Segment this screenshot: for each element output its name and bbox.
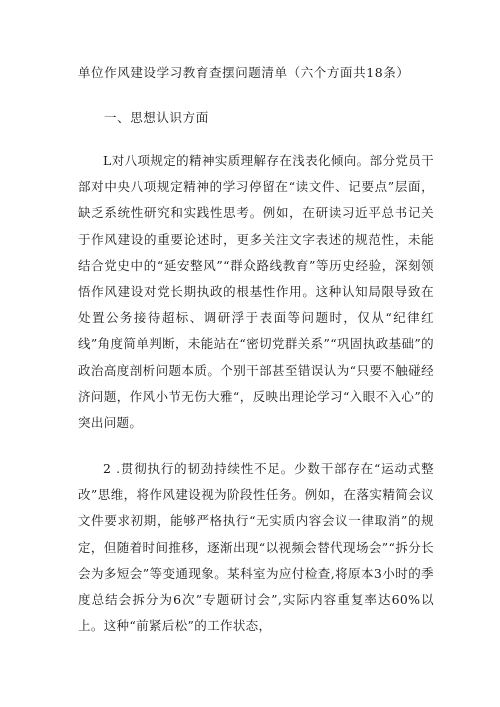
section-heading: 一、思想认识方面 <box>104 110 209 125</box>
paragraph-2: 2 .贯彻执行的韧劲持续性不足。少数干部存在“运动式整改”思维，将作风建设视为阶段性任务。例如，在落实精简会议文件要求初期，能够严格执行“无实质内容会议一律取消”的规定，但随着时间推移，逐渐出现“以视频会替代现场会”“拆分长会为多短会”等变通现象。某科室为应付检查,将原本3小时的季度总结会拆分为6次”专题研讨会”,实际内容重复率达60%以上。这种“前紧后松”的工作状态， <box>78 461 434 634</box>
document-title: 单位作风建设学习教育查摆问题清单（六个方面共18条） <box>78 65 410 80</box>
paragraph-1: L对八项规定的精神实质理解存在浅表化倾向。部分党员干部对中央八项规定精神的学习停留在“读文件、记要点”层面，缺乏系统性研究和实践性思考。例如，在研读习近平总书记关于作风建设的重要论述时，更多关注文字表述的规范性，未能结合党史中的“延安整风”“群众路线教育”等历史经验，深刻领悟作风建设对党长期执政的根基性作用。这种认知局限导致在处置公务接待超标、调研浮于表面等问题时，仅从“纪律红线”角度简单判断，未能站在“密切党群关系”“巩固执政基础”的政治高度剖析问题本质。个别干部甚至错误认为“只要不触碰经济问题，作风小节无伤大雅“，反映出理论学习“入眼不入心”的突出问题。 <box>78 153 434 431</box>
